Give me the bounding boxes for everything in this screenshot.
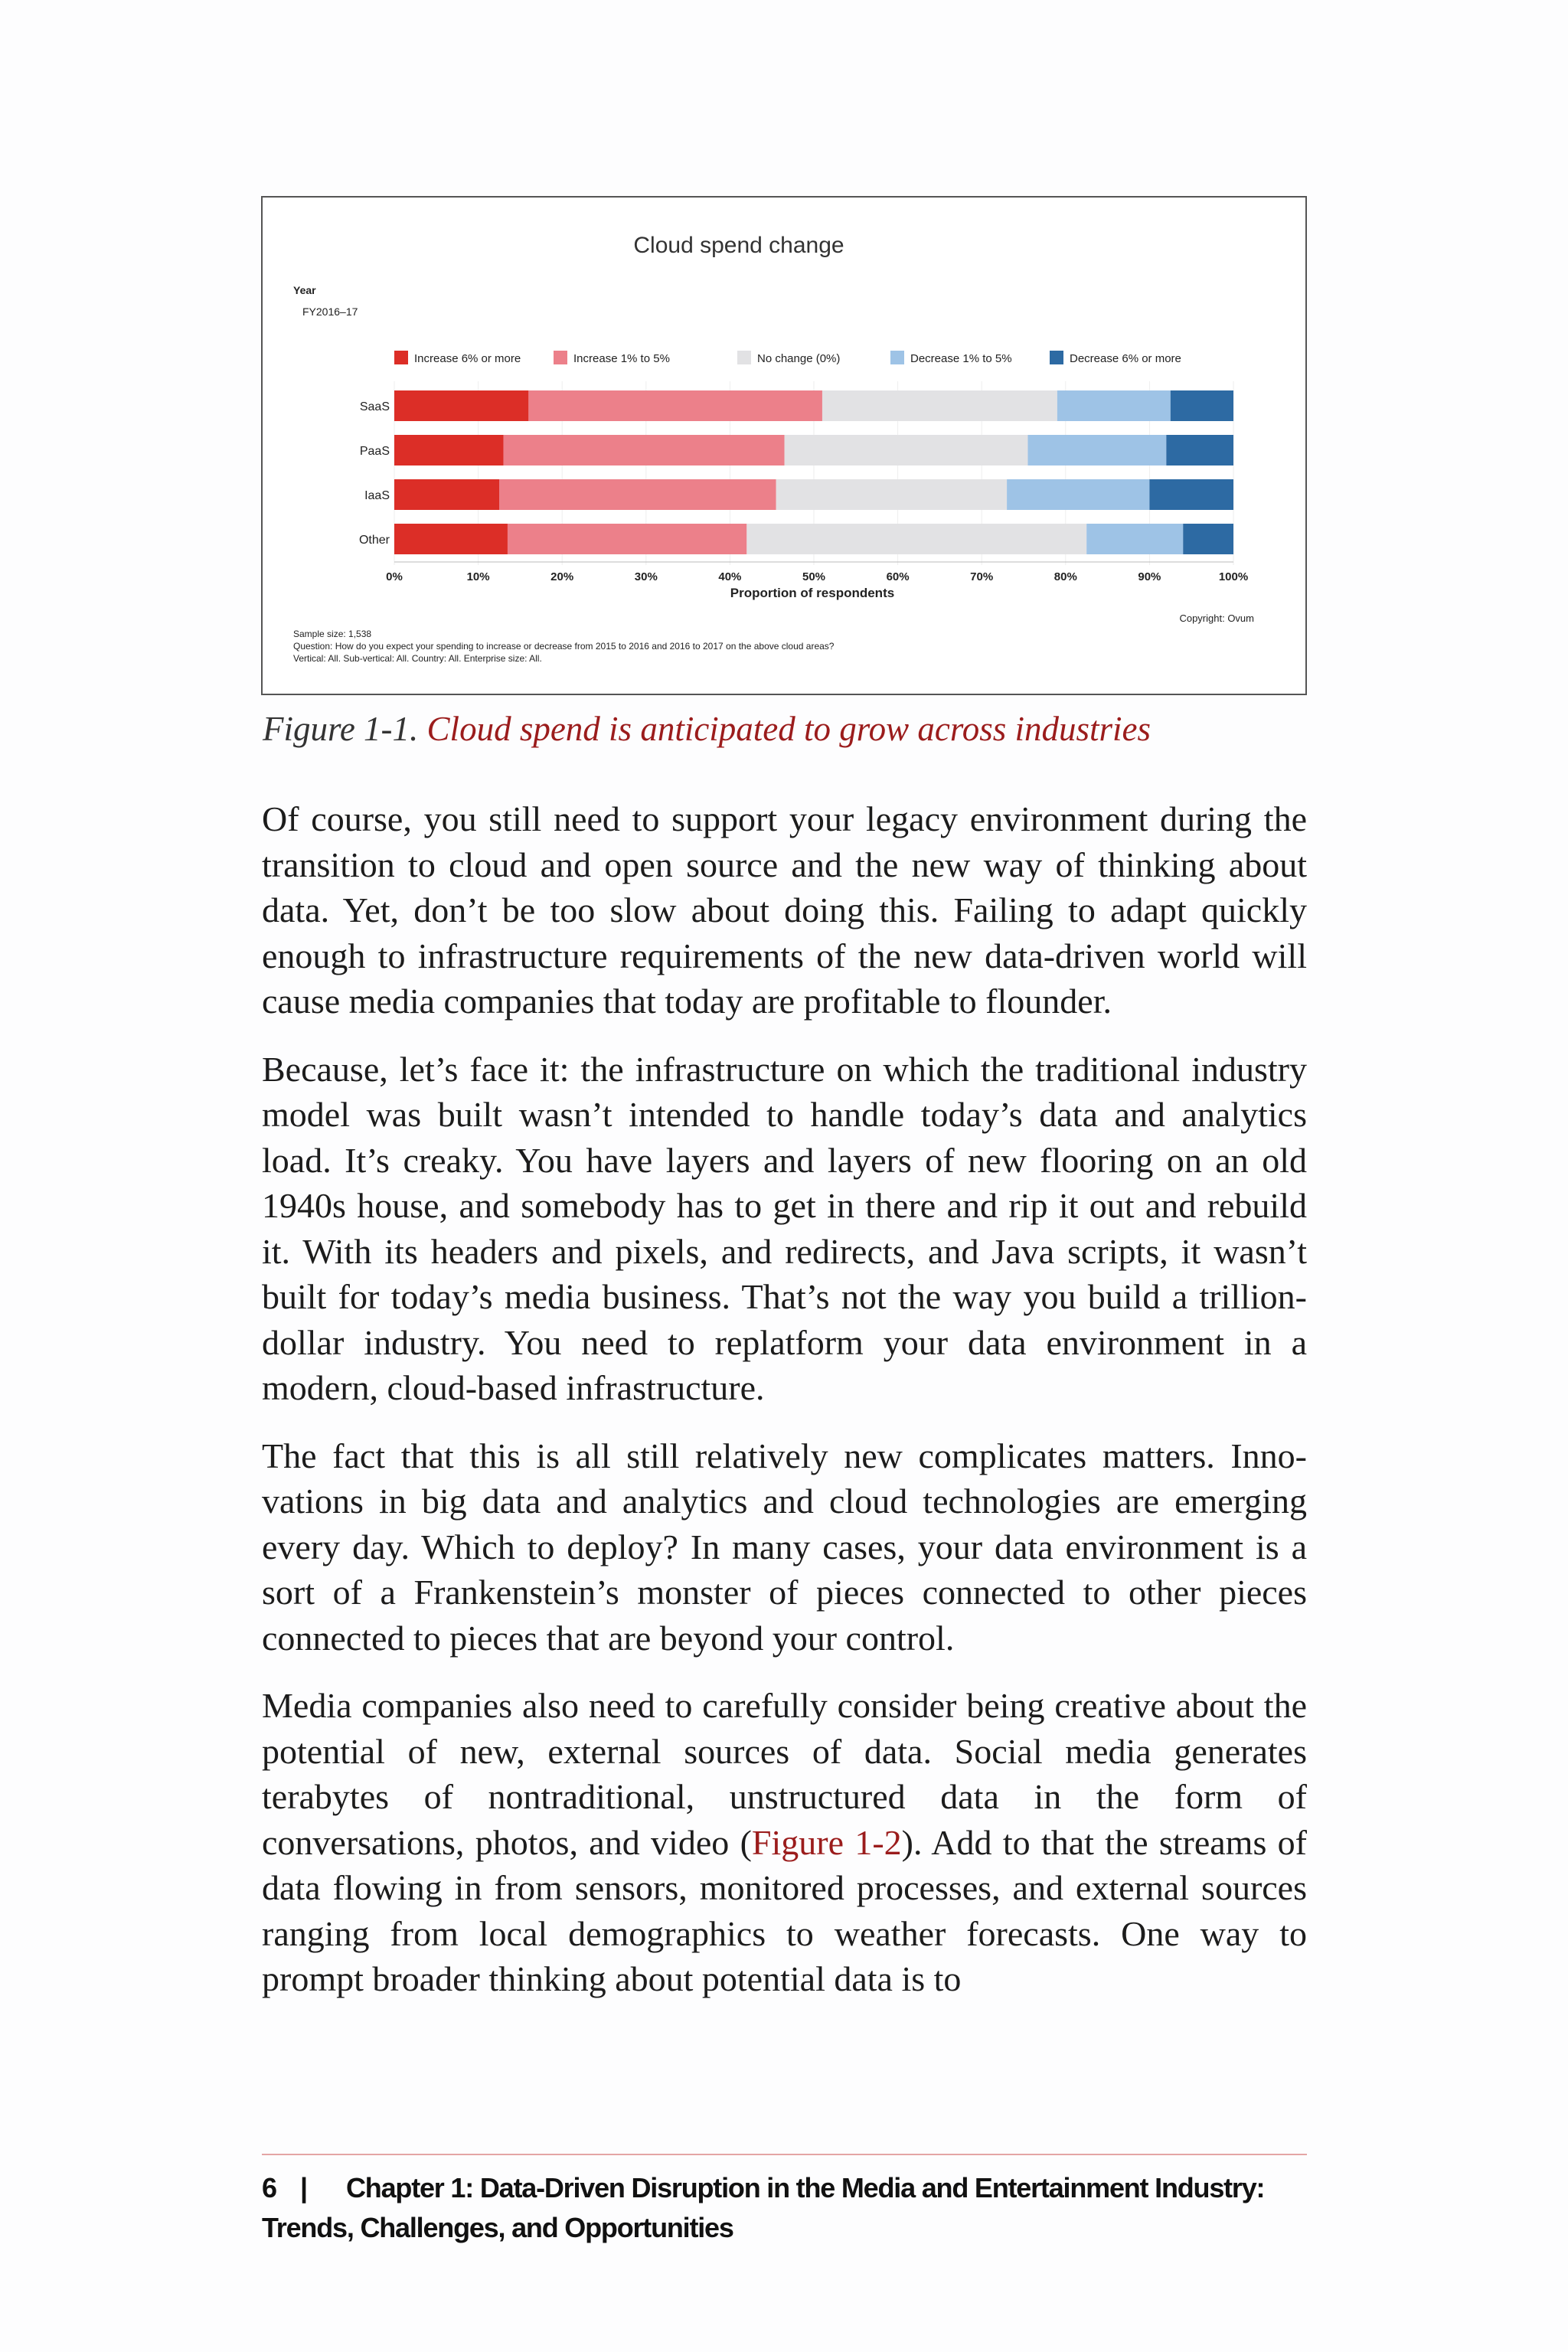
- legend-label: Increase 1% to 5%: [573, 352, 670, 365]
- bar-segment: [1007, 479, 1149, 510]
- bar-segment: [822, 390, 1057, 421]
- paragraph-2: Because, let’s face it: the infrastructure on which the traditional industry model was built wasn’t intended to handle today’s data and analytics load. It’s creaky. You have layers and layers of new flooring on an old 1940s house, and somebody has to get in there and rip it out and rebuild it. With its headers and pixels, and redirects, and Java scripts, it wasn’t built for today’s media business. That’s not the way you build a trillion-dollar industry. You need to replatform your data environment in a modern, cloud-based infrastructure.: [262, 1049, 1307, 1407]
- bar-segment: [746, 524, 1086, 554]
- legend-label: Decrease 1% to 5%: [910, 352, 1012, 365]
- bar-segment: [508, 524, 746, 554]
- page-footer: [262, 2168, 1307, 2248]
- legend-label: Increase 6% or more: [414, 352, 521, 365]
- year-value: FY2016–17: [302, 305, 358, 318]
- bar-segment: [394, 479, 499, 510]
- bar-segment: [785, 435, 1028, 466]
- category-label: PaaS: [359, 445, 390, 458]
- bar-segment: [1027, 435, 1166, 466]
- bar-segment: [394, 524, 508, 554]
- copyright-note: Copyright: Ovum: [1179, 612, 1254, 624]
- sample-size-note: Sample size: 1,538: [293, 629, 372, 639]
- legend-swatch: [394, 351, 408, 364]
- bar-segment: [394, 435, 503, 466]
- bar-segment: [1183, 524, 1233, 554]
- bar-segment: [528, 390, 822, 421]
- legend-label: Decrease 6% or more: [1070, 352, 1181, 365]
- bar-segment: [776, 479, 1007, 510]
- legend-label: No change (0%): [757, 352, 841, 365]
- x-tick-label: 30%: [634, 570, 658, 583]
- legend-swatch: [554, 351, 567, 364]
- cloud-spend-chart: [263, 198, 1305, 694]
- x-tick-label: 60%: [886, 570, 910, 583]
- legend-swatch: [737, 351, 751, 364]
- bar-segment: [1057, 390, 1171, 421]
- paragraph-4-start: Media companies also need to carefully consider being creative about the potential of new, external sources of data. Social media generates terabytes of nontraditional, unstructured data in the form of conversations, photos, and video (: [262, 1686, 1307, 1862]
- paragraph-3: The fact that this is all still relatively new complicates matters. Innovations in big data and analytics and cloud technologies are emerging every day. Which to deploy? In many cases, your data environment is a sort of a Frankenstein’s monster of pieces connected to other pieces connected to pieces that are beyond your control.: [262, 1436, 1307, 1658]
- x-axis-label: Proportion of respondents: [730, 586, 895, 600]
- filter-note: Vertical: All. Sub-vertical: All. Country: All. Enterprise size: All.: [293, 653, 542, 664]
- bar-segment: [503, 435, 784, 466]
- x-tick-label: 10%: [466, 570, 490, 583]
- body-text: [262, 796, 1307, 2024]
- question-note: Question: How do you expect your spending to increase or decrease from 2015 to 2016 and 2016 to 2017 on the above cloud areas?: [293, 641, 835, 652]
- legend-swatch: [1050, 351, 1063, 364]
- year-label: Year: [293, 284, 316, 296]
- x-tick-labels: [386, 570, 1248, 583]
- x-tick-label: 90%: [1138, 570, 1161, 583]
- category-label: Other: [358, 534, 390, 547]
- figure-chart: [261, 196, 1307, 695]
- category-labels: [359, 400, 390, 547]
- footer-separator: |: [300, 2172, 307, 2203]
- bar-segment: [1149, 479, 1233, 510]
- figure-1-2-link[interactable]: Figure 1-2: [751, 1822, 902, 1862]
- legend-swatch: [890, 351, 904, 364]
- paragraph-4: [262, 1683, 1307, 2002]
- x-tick-label: 0%: [386, 570, 403, 583]
- bar-segment: [1086, 524, 1183, 554]
- paragraph-4-end: ). Add to that the streams of data flowing in from sensors, monitored processes, and external sources ranging from local demographics to weather forecasts. One way to prompt broader thinking about potential data is to: [262, 1822, 1307, 1998]
- x-tick-label: 70%: [970, 570, 994, 583]
- x-tick-label: 100%: [1218, 570, 1249, 583]
- x-tick-label: 20%: [550, 570, 574, 583]
- bar-segment: [1166, 435, 1233, 466]
- category-label: IaaS: [364, 489, 390, 502]
- caption-title-link[interactable]: Cloud spend is anticipated to grow across industries: [426, 710, 1151, 748]
- chart-title: Cloud spend change: [633, 233, 844, 258]
- category-label: SaaS: [359, 400, 390, 413]
- figure-caption: [263, 706, 1334, 752]
- caption-label: Figure 1-1.: [263, 710, 419, 748]
- x-tick-label: 50%: [802, 570, 826, 583]
- chapter-title: Chapter 1: Data-Driven Disruption in the Media and Entertainment Industry: Trends, Challenges, and Opportunities: [262, 2172, 1265, 2243]
- x-tick-label: 40%: [718, 570, 742, 583]
- bar-segment: [1171, 390, 1233, 421]
- bar-segment: [394, 390, 528, 421]
- chart-legend: [394, 351, 1181, 365]
- bar-segment: [499, 479, 776, 510]
- page-number: 6: [262, 2172, 276, 2203]
- x-tick-label: 80%: [1054, 570, 1077, 583]
- paragraph-1: Of course, you still need to support your legacy environment during the transition to cloud and open source and the new way of thinking about data. Yet, don’t be too slow about doing this. Failing to adapt quickly enough to infrastructure requirements of the new data-driven world will cause media companies that today are profitable to flounder.: [262, 799, 1307, 1021]
- footer-divider: [262, 2154, 1307, 2155]
